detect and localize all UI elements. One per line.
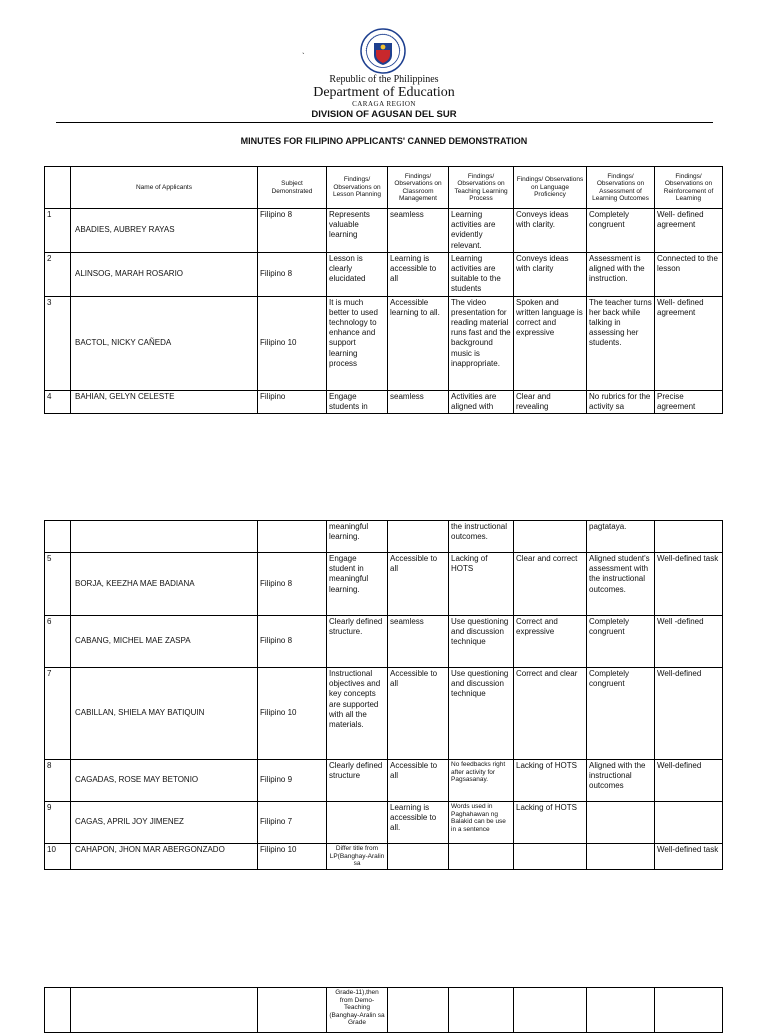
assessment-cell: Aligned with the instructional outcomes (587, 760, 655, 802)
reinforcement-cell: Well- defined agreement (655, 296, 723, 390)
table-row (45, 553, 723, 616)
lesson-cell: meaningful learning. (327, 521, 388, 553)
applicant-name (71, 988, 258, 1033)
subject-cell (258, 521, 327, 553)
language-cell: Conveys ideas with clarity. (514, 209, 587, 253)
table-row-continued (45, 521, 723, 553)
language-cell: Lacking of HOTS (514, 760, 587, 802)
minutes-table-page-3 (44, 987, 723, 1033)
teaching-cell (449, 988, 514, 1033)
reinforcement-cell: Precise agreement (655, 390, 723, 413)
row-number: 9 (45, 802, 71, 844)
reinforcement-cell: Well- defined agreement (655, 209, 723, 253)
applicant-name: BAHIAN, GELYN CELESTE (71, 390, 258, 413)
row-number: 5 (45, 553, 71, 616)
assessment-cell: Completely congruent (587, 668, 655, 760)
subject-cell: Filipino 10 (258, 844, 327, 870)
assessment-cell: The teacher turns her back while talking in assessing her students. (587, 296, 655, 390)
teaching-cell: Lacking of HOTS (449, 553, 514, 616)
lesson-cell: Lesson is clearly elucidated (327, 252, 388, 296)
department-name: Department of Education (313, 85, 455, 100)
teaching-cell: Learning activities are suitable to the students (449, 252, 514, 296)
subject-cell: Filipino 7 (258, 802, 327, 844)
header-subject: Subject Demonstrated (258, 167, 327, 209)
row-number (45, 521, 71, 553)
applicant-name: CABANG, MICHEL MAE ZASPA (71, 616, 258, 668)
subject-cell: Filipino 10 (258, 668, 327, 760)
lesson-cell: Represents valuable learning (327, 209, 388, 253)
header-classroom-management: Findings/ Observations on Classroom Management (388, 167, 449, 209)
classroom-cell: Accessible to all (388, 760, 449, 802)
reinforcement-cell: Well-defined task (655, 844, 723, 870)
applicant-name: ABADIES, AUBREY RAYAS (71, 209, 258, 253)
applicant-name: CAGAS, APRIL JOY JIMENEZ (71, 802, 258, 844)
teaching-cell: the instructional outcomes. (449, 521, 514, 553)
table-row (45, 390, 723, 413)
table-row (45, 668, 723, 760)
assessment-cell: Completely congruent (587, 209, 655, 253)
lesson-cell (327, 802, 388, 844)
reinforcement-cell: Well-defined task (655, 553, 723, 616)
subject-cell: Filipino 8 (258, 553, 327, 616)
classroom-cell (388, 844, 449, 870)
row-number: 6 (45, 616, 71, 668)
table-row (45, 616, 723, 668)
classroom-cell: Accessible learning to all. (388, 296, 449, 390)
language-cell: Clear and revealing (514, 390, 587, 413)
row-number: 10 (45, 844, 71, 870)
language-cell: Lacking of HOTS (514, 802, 587, 844)
language-cell: Conveys ideas with clarity (514, 252, 587, 296)
header-reinforcement: Findings/ Observations on Reinforcement of Learning (655, 167, 723, 209)
subject-cell: Filipino 8 (258, 252, 327, 296)
classroom-cell: Learning is accessible to all. (388, 802, 449, 844)
assessment-cell: No rubrics for the activity sa (587, 390, 655, 413)
teaching-cell: No feedbacks right after activity for Pagsasanay. (449, 760, 514, 802)
minutes-table-page-1 (44, 166, 723, 414)
classroom-cell: Accessible to all (388, 553, 449, 616)
document-title: MINUTES FOR FILIPINO APPLICANTS' CANNED DEMONSTRATION (240, 136, 528, 146)
subject-cell: Filipino 8 (258, 616, 327, 668)
header-assessment: Findings/ Observations on Assessment of Learning Outcomes (587, 167, 655, 209)
header-name: Name of Applicants (71, 167, 258, 209)
header-teaching-learning: Findings/ Observations on Teaching Learning Process (449, 167, 514, 209)
language-cell (514, 521, 587, 553)
row-number (45, 988, 71, 1033)
header-number (45, 167, 71, 209)
assessment-cell: Assessment is aligned with the instruction. (587, 252, 655, 296)
classroom-cell (388, 521, 449, 553)
subject-cell: Filipino 9 (258, 760, 327, 802)
reinforcement-cell: Well-defined (655, 668, 723, 760)
table-row (45, 252, 723, 296)
header-divider (56, 122, 713, 123)
table-row (45, 760, 723, 802)
language-cell (514, 988, 587, 1033)
language-cell: Clear and correct (514, 553, 587, 616)
lesson-cell: Engage students in (327, 390, 388, 413)
subject-cell: Filipino 10 (258, 296, 327, 390)
reinforcement-cell (655, 802, 723, 844)
language-cell: Spoken and written language is correct and expressive (514, 296, 587, 390)
classroom-cell: Accessible to all (388, 668, 449, 760)
assessment-cell: Completely congruent (587, 616, 655, 668)
assessment-cell (587, 802, 655, 844)
row-number: 1 (45, 209, 71, 253)
division-name: DIVISION OF AGUSAN DEL SUR (311, 109, 457, 120)
lesson-cell: Engage student in meaningful learning. (327, 553, 388, 616)
applicant-name: CABILLAN, SHIELA MAY BATIQUIN (71, 668, 258, 760)
table-row-continued (45, 988, 723, 1033)
assessment-cell: pagtataya. (587, 521, 655, 553)
classroom-cell: seamless (388, 616, 449, 668)
applicant-name: ALINSOG, MARAH ROSARIO (71, 252, 258, 296)
subject-cell (258, 988, 327, 1033)
row-number: 3 (45, 296, 71, 390)
applicant-name: CAGADAS, ROSE MAY BETONIO (71, 760, 258, 802)
row-number: 4 (45, 390, 71, 413)
applicant-name: BORJA, KEEZHA MAE BADIANA (71, 553, 258, 616)
language-cell: Correct and expressive (514, 616, 587, 668)
subject-cell: Filipino (258, 390, 327, 413)
subject-cell: Filipino 8 (258, 209, 327, 253)
reinforcement-cell: Well -defined (655, 616, 723, 668)
deped-seal-logo (360, 28, 406, 74)
teaching-cell: The video presentation for reading material runs fast and the background music is inappropriate. (449, 296, 514, 390)
applicant-name (71, 521, 258, 553)
reinforcement-cell: Well-defined (655, 760, 723, 802)
table-row (45, 296, 723, 390)
teaching-cell: Use questioning and discussion technique (449, 668, 514, 760)
reinforcement-cell: Connected to the lesson (655, 252, 723, 296)
republic-text: Republic of the Philippines (329, 74, 439, 85)
table-row (45, 802, 723, 844)
row-number: 7 (45, 668, 71, 760)
reinforcement-cell (655, 521, 723, 553)
stray-mark: ` (302, 52, 305, 61)
lesson-cell: Grade-11),then from Demo-Teaching (Banghay-Aralin sa Grade (327, 988, 388, 1033)
lesson-cell: Clearly defined structure. (327, 616, 388, 668)
teaching-cell (449, 844, 514, 870)
classroom-cell (388, 988, 449, 1033)
lesson-cell: Clearly defined structure (327, 760, 388, 802)
teaching-cell: Use questioning and discussion technique (449, 616, 514, 668)
table-row (45, 209, 723, 253)
applicant-name: CAHAPON, JHON MAR ABERGONZADO (71, 844, 258, 870)
assessment-cell (587, 844, 655, 870)
row-number: 8 (45, 760, 71, 802)
language-cell: Correct and clear (514, 668, 587, 760)
row-number: 2 (45, 252, 71, 296)
assessment-cell (587, 988, 655, 1033)
classroom-cell: Learning is accessible to all (388, 252, 449, 296)
teaching-cell: Activities are aligned with (449, 390, 514, 413)
reinforcement-cell (655, 988, 723, 1033)
header-language-proficiency: Findings/ Observations on Language Proficiency (514, 167, 587, 209)
table-header-row (45, 167, 723, 209)
minutes-table-page-2 (44, 520, 723, 870)
lesson-cell: It is much better to used technology to enhance and support learning process (327, 296, 388, 390)
classroom-cell: seamless (388, 209, 449, 253)
language-cell (514, 844, 587, 870)
teaching-cell: Words used in Paghahawan ng Balakid can be use in a sentence (449, 802, 514, 844)
lesson-cell: Instructional objectives and key concepts are supported with all the materials. (327, 668, 388, 760)
table-row (45, 844, 723, 870)
assessment-cell: Aligned student's assessment with the instructional outcomes. (587, 553, 655, 616)
region-name: CARAGA REGION (352, 100, 416, 108)
classroom-cell: seamless (388, 390, 449, 413)
header-lesson-planning: Findings/ Observations on Lesson Planning (327, 167, 388, 209)
applicant-name: BACTOL, NICKY CAÑEDA (71, 296, 258, 390)
teaching-cell: Learning activities are evidently relevant. (449, 209, 514, 253)
lesson-cell: Differ title from LP(Banghay-Aralin sa (327, 844, 388, 870)
